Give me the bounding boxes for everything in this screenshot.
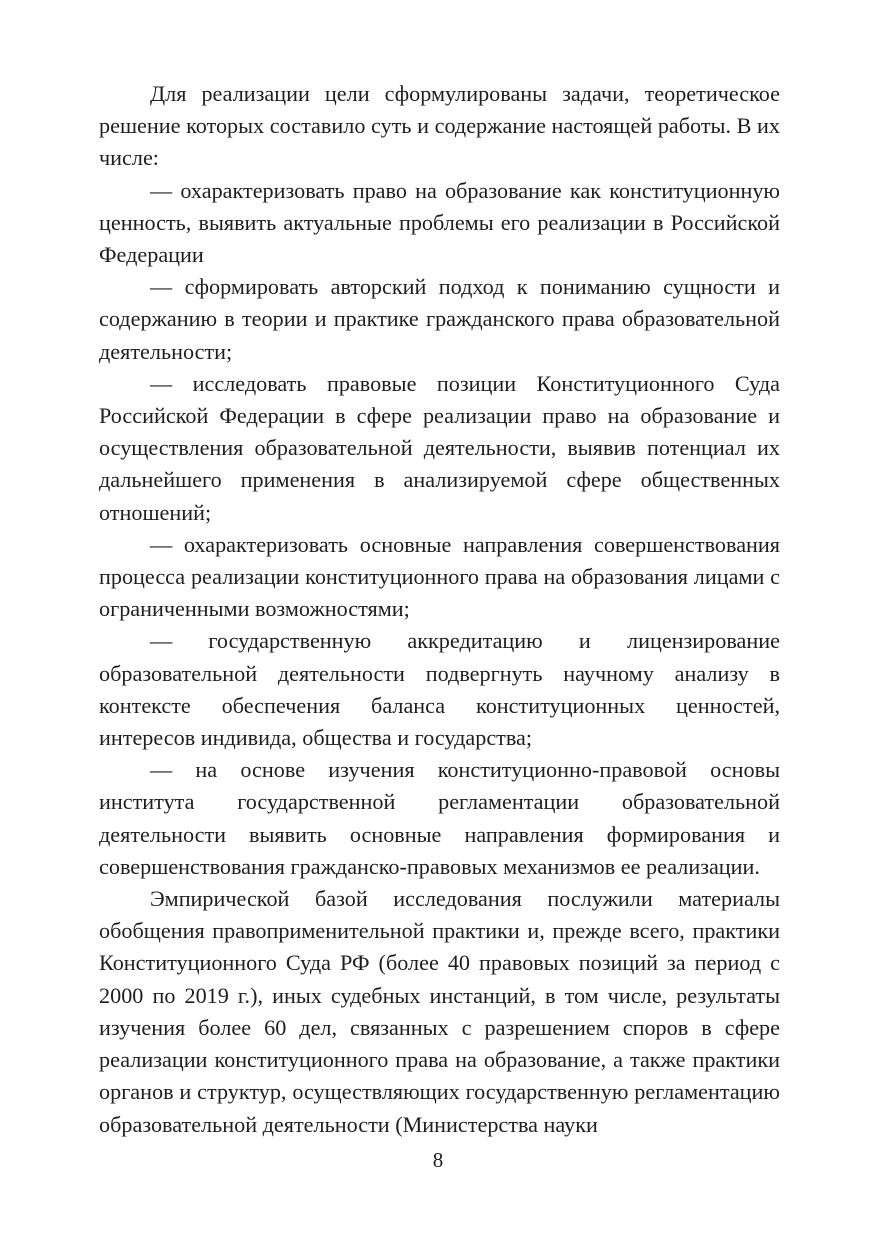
task-item-6: — на основе изучения конституционно-правовой основы института государственной регламентации образовательной деятельности выявить основные направления формирования и совершенствования гражданско-правовых механизмов ее реализации. [99, 757, 780, 879]
paragraph-intro: Для реализации цели сформулированы задачи, теоретическое решение которых составило суть и содержание настоящей работы. В их числе: [99, 81, 780, 171]
task-item-1: — охарактеризовать право на образование как конституционную ценность, выявить актуальные проблемы его реализации в Российской Федерации [99, 177, 780, 268]
task-item-5: — государственную аккредитацию и лицензирование образовательной деятельности подвергнуть научному анализу в контексте обеспечения баланса конституционных ценностей, интересов индивида, общества и государства; [99, 628, 780, 751]
document-body [99, 78, 780, 1141]
task-item-3: — исследовать правовые позиции Конституционного Суда Российской Федерации в сфере реализации право на образование и осуществления образовательной деятельности, выявив потенциал их дальнейшего применения в анализируемой сфере общественных отношений; [99, 370, 780, 525]
paragraph-empirical-base: Эмпирической базой исследования послужили материалы обобщения правоприменительной практики и, прежде всего, практики Конституционного Суда РФ (более 40 правовых позиций за период с 2000 по 2019 г.), иных судебных инстанций, в том числе, результаты изучения более 60 дел, связанных с разрешением споров в сфере реализации конституционного права на образование, а также практики органов и структур, осуществляющих государственную регламентацию образовательной деятельности (Министерства науки [99, 886, 780, 1137]
page-number: 8 [432, 1148, 444, 1172]
task-item-4: — охарактеризовать основные направления совершенствования процесса реализации конституционного права на образования лицами с ограниченными возможностями; [99, 531, 780, 622]
task-item-2: — сформировать авторский подход к пониманию сущности и содержанию в теории и практике гражданского права образовательной деятельности; [99, 274, 780, 364]
